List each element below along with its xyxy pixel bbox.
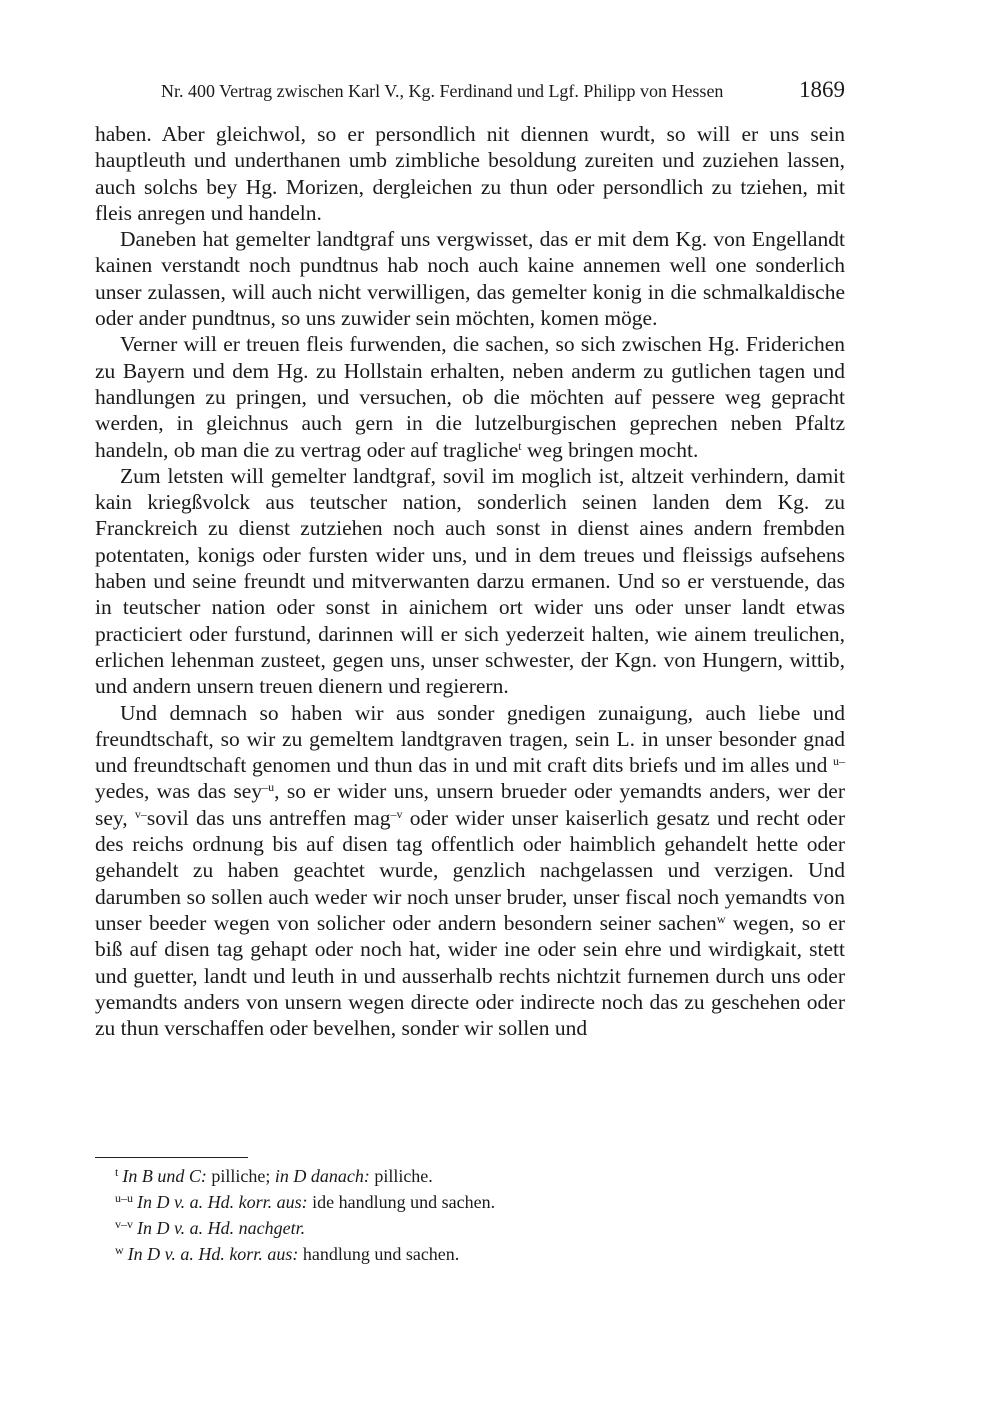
header-title: Nr. 400 Vertrag zwischen Karl V., Kg. Ferdinand und Lgf. Philipp von Hessen <box>161 81 724 101</box>
text-run: weg bringen mocht. <box>521 437 699 462</box>
footnote-italic: In B und C: <box>122 1166 207 1186</box>
footnotes <box>95 1161 845 1265</box>
text-run: Daneben hat gemelter landtgraf uns vergwisset, das er mit dem Kg. von Engellandt kainen verstandt noch pundtnus hab noch auch kaine annemen well one sonderlich unser zulassen, will auch nicht verwilligen, das gemelter konig in die schmalkaldische oder ander pundtnus, so uns zuwider sein möchten, komen möge. <box>95 227 845 331</box>
footnote-text: handlung und sachen. <box>298 1244 460 1264</box>
text-run: Und demnach so haben wir aus sonder gnedigen zunaigung, auch liebe und freundtschaft, so wir zu gemeltem landtgraven tragen, sein L. in unser besonder gnad und freundtschaft genomen und thun das in und mit craft dits briefs und im alles und <box>95 700 845 778</box>
footnote-marker-u-end[interactable]: –u <box>262 780 275 795</box>
footnote-marker-t[interactable]: t <box>518 438 522 453</box>
footnote-marker-u-start[interactable]: u– <box>833 754 845 769</box>
paragraph-1 <box>95 121 845 226</box>
paragraph-5 <box>95 700 845 1042</box>
footnote-italic: In D v. a. Hd. korr. aus: <box>137 1192 308 1212</box>
paragraph-3 <box>95 331 845 462</box>
footnote-mark: w <box>115 1243 124 1257</box>
footnote-marker-v-end[interactable]: –v <box>390 806 403 821</box>
footnote-text: ide handlung und sachen. <box>307 1192 496 1212</box>
footnote-text: pilliche. <box>369 1166 433 1186</box>
text-run: yedes, was das sey <box>95 779 263 804</box>
text-run: haben. Aber gleichwol, so er persondlich nit diennen wurdt, so will er uns sein hauptleuth und underthanen umb zimbliche besoldung zureiten und zuziehen lassen, auch solchs bey Hg. Morizen, dergleichen zu thun oder persondlich zu tziehen, mit fleis anregen und handeln. <box>95 122 845 225</box>
paragraph-2 <box>95 226 845 331</box>
text-run: oder wider unser kaiserlich gesatz und recht oder des reichs ordnung bis auf disen tag offentlich oder haimblich gehandelt hette oder gehandelt zu haben geachtet wurde, genzlich nachgelassen und verzigen. Und darumben so sollen auch weder wir noch unser bruder, unser fiscal noch yemandts von unser beeder wegen von solicher oder andern besondern seiner sachen <box>95 805 845 935</box>
footnote-t <box>95 1161 845 1187</box>
page-number: 1869 <box>799 77 845 102</box>
footnote-italic: In D v. a. Hd. korr. aus: <box>127 1244 299 1264</box>
footnote-marker-v-start[interactable]: v– <box>134 806 147 821</box>
main-text <box>95 121 845 1041</box>
text-run: Verner will er treuen fleis furwenden, die sachen, so sich zwischen Hg. Friderichen zu Bayern und dem Hg. zu Hollstain erhalten, neben anderm zu gutlichen tagen und handlungen zu pringen, und versuchen, ob die möchten auf pessere weg gepracht werden, in gleichnus auch gern in die lutzelburgischen geprechen neben Pfaltz handeln, ob man die zu vertrag oder auf tragliche <box>95 332 845 462</box>
footnote-w <box>95 1239 845 1265</box>
running-header <box>95 79 845 109</box>
text-run: Zum letsten will gemelter landtgraf, sovil im moglich ist, altzeit verhindern, damit kain kriegßvolck aus teutscher nation, sonderlich seinen landen dem Kg. zu Franckreich zu dienst zutziehen noch auch sonst in dienst aines andern frembden potentaten, konigs oder fursten wider uns, und in dem treues und fleissigs aufsehens haben und seine freundt und mitverwanten darzu ermanen. Und so er verstuende, das in teutscher nation oder sonst in ainichem ort wider uns oder unser landt etwas practiciert oder furstund, darinnen will er sich yederzeit halten, wie ainem treulichen, erlichen lehenman zusteet, gegen uns, unser schwester, der Kgn. von Hungern, wittib, und andern unsern treuen dienern und regierern. <box>95 463 845 699</box>
footnote-italic: In D v. a. Hd. nachgetr. <box>137 1218 306 1238</box>
footnote-divider <box>95 1157 248 1158</box>
text-run: sovil das uns antreffen mag <box>146 805 391 830</box>
footnote-u <box>95 1187 845 1213</box>
text-run: , so er wider uns, unsern brueder oder yemandts anders, wer der sey, <box>95 779 845 830</box>
paragraph-4 <box>95 463 845 700</box>
footnote-mark: u–u <box>115 1191 133 1205</box>
footnote-italic: in D danach: <box>274 1166 370 1186</box>
footnote-v <box>95 1213 845 1239</box>
text-run: wegen, so er biß auf disen tag gehapt oder noch hat, wider ine oder sein ehre und wirdigkait, stett und guetter, landt und leuth in und ausserhalb rechts nichtzit furnemen durch uns oder yemandts anders von unsern wegen directe oder indirecte noch das zu geschehen oder zu thun verschaffen oder bevelhen, sonder wir sollen und <box>95 910 846 1041</box>
footnote-marker-w[interactable]: w <box>716 911 726 926</box>
footnote-mark: v–v <box>115 1217 133 1231</box>
footnote-mark: t <box>115 1165 119 1179</box>
footnote-text: pilliche; <box>206 1166 275 1186</box>
